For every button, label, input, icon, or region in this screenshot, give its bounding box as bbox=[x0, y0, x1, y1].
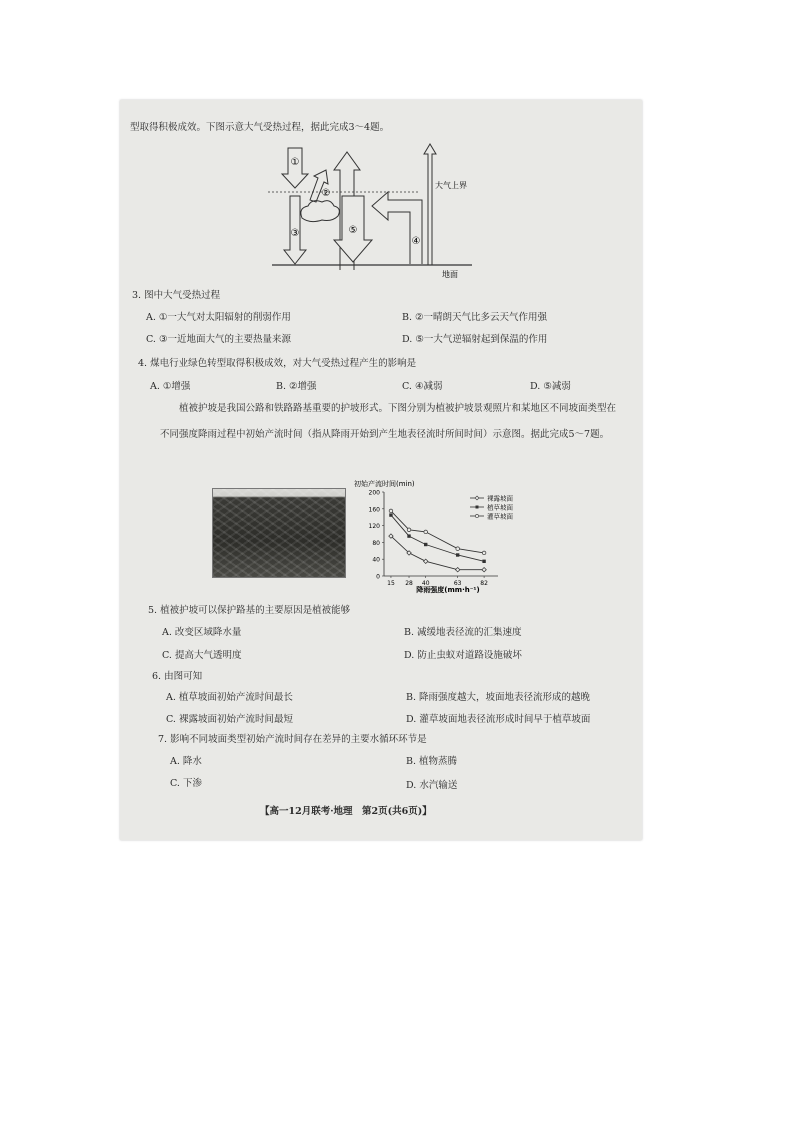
slope-photo bbox=[212, 488, 346, 578]
legend-label: 植草坡面 bbox=[487, 503, 513, 512]
q4-option-c: C. ④减弱 bbox=[402, 381, 443, 392]
q4-option-b: B. ②增强 bbox=[276, 381, 317, 392]
chart-ylabel: 初始产流时间(min) bbox=[354, 480, 415, 488]
data-point bbox=[456, 553, 459, 556]
marker-5: ⑤ bbox=[348, 225, 358, 236]
data-point bbox=[482, 568, 486, 572]
legend-marker bbox=[476, 506, 479, 509]
data-point bbox=[389, 509, 393, 513]
legend-marker bbox=[475, 514, 478, 517]
q3-option-b: B. ②一晴朗天气比多云天气作用强 bbox=[402, 312, 548, 323]
q7-option-b: B. 植物蒸腾 bbox=[406, 756, 458, 767]
arrow-1 bbox=[282, 148, 308, 188]
q6-option-c: C. 裸露坡面初始产流时间最短 bbox=[166, 714, 293, 725]
x-tick-label: 15 bbox=[387, 580, 395, 587]
x-tick-label: 82 bbox=[480, 580, 488, 587]
data-point bbox=[407, 534, 410, 537]
x-tick-label: 63 bbox=[453, 580, 462, 587]
marker-2: ② bbox=[321, 188, 331, 199]
data-point bbox=[482, 551, 486, 555]
q5-option-a: A. 改变区域降水量 bbox=[162, 627, 242, 638]
page-footer: 【高一12月联考·地理 第2页(共6页)】 bbox=[260, 806, 432, 817]
intro-line: 型取得积极成效。下图示意大气受热过程，据此完成3～4题。 bbox=[130, 122, 390, 133]
legend-label: 裸露坡面 bbox=[487, 494, 513, 503]
q4-option-d: D. ⑤减弱 bbox=[530, 381, 571, 392]
x-tick-label: 28 bbox=[405, 580, 413, 587]
series-line-0 bbox=[391, 536, 484, 570]
q5-option-d: D. 防止虫蚁对道路设施破坏 bbox=[404, 650, 522, 661]
cloud bbox=[301, 201, 339, 222]
arrow-4 bbox=[372, 192, 422, 264]
y-tick-label: 160 bbox=[368, 506, 380, 514]
marker-1: ① bbox=[290, 157, 300, 168]
q6-option-b: B. 降雨强度越大，坡面地表径流形成的越晚 bbox=[406, 692, 591, 703]
q5-option-b: B. 减缓地表径流的汇集速度 bbox=[404, 627, 522, 638]
x-tick-label: 40 bbox=[421, 580, 430, 587]
atm-top-label: 大气上界 bbox=[435, 181, 467, 190]
arrow-outgoing bbox=[424, 144, 436, 265]
q7-stem: 7. 影响不同坡面类型初始产流时间存在差异的主要水循环环节是 bbox=[158, 734, 427, 745]
q7-option-a: A. 降水 bbox=[170, 756, 202, 767]
passage-vegetation-slope: 植被护坡是我国公路和铁路路基重要的护坡形式。下图分别为植被护坡景观照片和某地区不同坡面类型在不同强度降雨过程中初始产流时间（指从降雨开始到产生地表径流时所间时间）示意图。据此完成5～7题。 bbox=[160, 403, 617, 440]
data-point bbox=[424, 530, 428, 534]
q3-option-c: C. ③一近地面大气的主要热量来源 bbox=[146, 334, 291, 345]
legend-marker bbox=[475, 496, 479, 500]
data-point bbox=[424, 559, 428, 563]
legend-label: 灌草坡面 bbox=[487, 512, 513, 521]
y-tick-label: 120 bbox=[368, 523, 380, 531]
y-tick-label: 40 bbox=[372, 556, 380, 564]
y-tick-label: 200 bbox=[368, 489, 380, 497]
y-tick-label: 80 bbox=[372, 539, 380, 547]
atmosphere-heating-diagram bbox=[260, 140, 500, 280]
y-tick-label: 0 bbox=[376, 573, 380, 581]
q6-stem: 6. 由图可知 bbox=[152, 671, 203, 682]
marker-3: ③ bbox=[290, 228, 300, 239]
marker-4: ④ bbox=[411, 236, 421, 247]
q4-option-a: A. ①增强 bbox=[150, 381, 191, 392]
q3-option-a: A. ①一大气对太阳辐射的削弱作用 bbox=[146, 312, 291, 323]
data-point bbox=[456, 547, 460, 551]
data-point bbox=[389, 513, 392, 516]
q7-option-d: D. 水汽输送 bbox=[406, 780, 458, 791]
q3-option-d: D. ⑤一大气逆辐射起到保温的作用 bbox=[402, 334, 548, 345]
q5-option-c: C. 提高大气透明度 bbox=[162, 650, 242, 661]
q7-option-c: C. 下渗 bbox=[170, 778, 202, 789]
chart-xlabel: 降雨强度(mm·h⁻¹) bbox=[416, 586, 480, 594]
data-point bbox=[482, 560, 485, 563]
q4-stem: 4. 煤电行业绿色转型取得积极成效，对大气受热过程产生的影响是 bbox=[138, 358, 417, 369]
data-point bbox=[455, 568, 459, 572]
data-point bbox=[424, 543, 427, 546]
ground-label: 地面 bbox=[442, 270, 458, 279]
exam-page bbox=[120, 100, 642, 840]
runoff-time-chart bbox=[348, 478, 548, 596]
q3-stem: 3. 图中大气受热过程 bbox=[132, 290, 221, 301]
q6-option-a: A. 植草坡面初始产流时间最长 bbox=[166, 692, 293, 703]
q6-option-d: D. 灌草坡面地表径流形成时间早于植草坡面 bbox=[406, 714, 591, 725]
q5-stem: 5. 植被护坡可以保护路基的主要原因是植被能够 bbox=[148, 605, 351, 616]
data-point bbox=[407, 528, 411, 532]
